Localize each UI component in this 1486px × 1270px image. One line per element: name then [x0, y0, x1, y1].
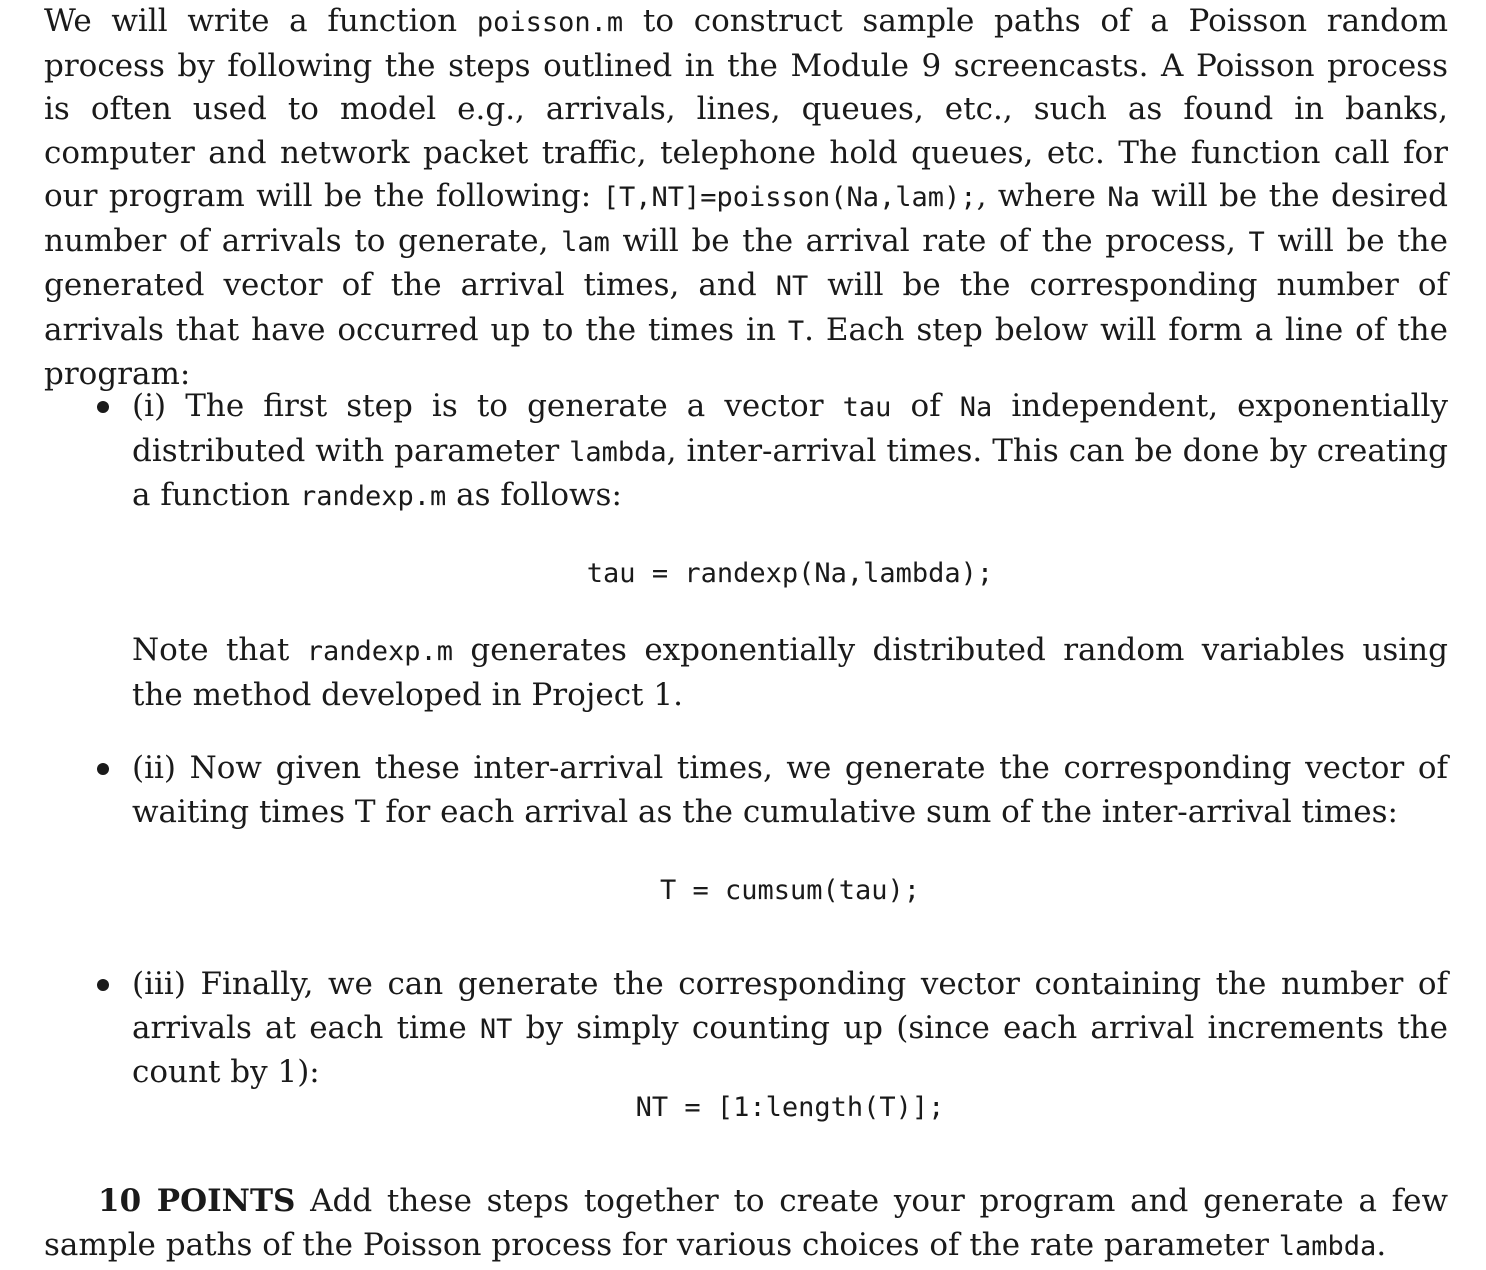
intro-text-1: We will write a function	[44, 3, 477, 39]
inline-code-poisson-m: poisson.m	[476, 7, 624, 38]
intro-text-8: . Each step below will form a line of the program:	[44, 311, 1448, 392]
code-block-cumsum: T = cumsum(tau);	[659, 875, 921, 906]
step-1-text-3: independent, exponentially distributed with parameter	[132, 388, 1448, 469]
bullet-icon	[97, 401, 109, 413]
final-text-2: .	[1376, 1226, 1387, 1263]
inline-code-nt: NT	[775, 271, 809, 302]
step-1-text-2: of	[891, 388, 960, 424]
final-text-1: Add these steps together to create your program and generate a few sample paths of the Poisson process for various choices of the rate parameter	[44, 1183, 1448, 1263]
bullet-icon	[97, 763, 109, 775]
code-block-nt: NT = [1:length(T)];	[635, 1092, 945, 1123]
intro-text-3: , where	[976, 178, 1108, 214]
inline-code-lam: lam	[561, 226, 610, 258]
step-3-text-2: by simply counting up (since each arrival increments the count by 1):	[132, 1009, 1448, 1090]
intro-text-2: to construct sample paths of a Poisson random process by following the steps outlined in the Module 9 screencasts. A Poisson process is often used to model e.g., arrivals, lines, queues, etc., such as found in banks, computer and network packet traffic, telephone hold queues, etc. The function call for our program will be the following:	[44, 3, 1448, 214]
inline-code-lambda-2: lambda	[1278, 1230, 1377, 1262]
code-block-tau: tau = randexp(Na,lambda);	[586, 558, 994, 589]
inline-code-na-2: Na	[959, 392, 993, 423]
inline-code-nt-2: NT	[479, 1013, 513, 1045]
step-1-text-5: as follows:	[446, 477, 622, 513]
inline-code-na: Na	[1107, 182, 1140, 213]
step-3-text-1: (iii) Finally, we can generate the corresponding vector containing the number of arrivals at each time	[132, 966, 1448, 1046]
step-1-paragraph	[132, 385, 1448, 519]
step-1-text-1: (i) The first step is to generate a vector	[132, 388, 843, 424]
intro-text-7: will be the corresponding number of arrivals that have occurred up to the times in	[44, 267, 1449, 348]
intro-text-6: will be the generated vector of the arrival times, and	[44, 222, 1448, 303]
step-1-note	[132, 629, 1448, 717]
inline-code-t-2: T	[787, 315, 805, 347]
inline-code-lambda: lambda	[569, 436, 667, 468]
step-2-paragraph: (ii) Now given these inter-arrival times, we generate the corresponding vector of waiting times T for each arrival as the cumulative sum of the inter-arrival times:	[132, 750, 1448, 830]
step-3-paragraph	[132, 963, 1448, 1095]
note-text-2: generates exponentially distributed random variables using the method developed in Project 1.	[132, 632, 1448, 713]
intro-text-4: will be the desired number of arrivals to generate,	[44, 178, 1448, 259]
inline-code-randexp-m: randexp.m	[299, 481, 447, 512]
inline-code-t: T	[1248, 226, 1265, 258]
inline-code-randexp-m-2: randexp.m	[306, 636, 454, 667]
inline-code-tau: tau	[842, 392, 892, 423]
final-paragraph	[44, 1180, 1448, 1268]
step-1-text-4: , inter-arrival times. This can be done by creating a function	[132, 432, 1448, 513]
intro-paragraph	[44, 0, 1448, 397]
points-label: 10 POINTS	[98, 1183, 296, 1219]
bullet-icon	[97, 979, 109, 991]
note-text-1: Note that	[132, 632, 307, 668]
intro-text-5: will be the arrival rate of the process,	[609, 222, 1249, 259]
inline-code-function-call: [T,NT]=poisson(Na,lam);	[602, 182, 977, 213]
